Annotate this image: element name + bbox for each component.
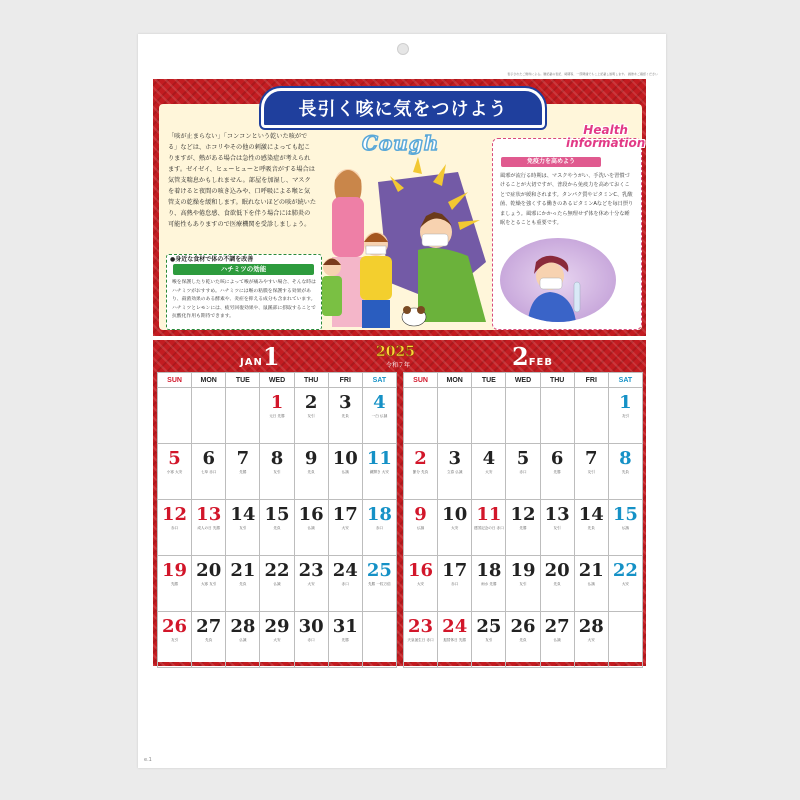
weekday-4: THU xyxy=(294,373,328,388)
day-note: 友引 xyxy=(621,414,630,418)
day-number: 25 xyxy=(366,560,392,581)
day-note: 元日 先勝 xyxy=(269,414,285,418)
day-number: 22 xyxy=(264,560,290,581)
jan-day-cell[interactable] xyxy=(260,556,294,612)
day-number: 21 xyxy=(578,560,604,581)
jan-day-cell xyxy=(362,612,396,668)
feb-week-row xyxy=(404,444,643,500)
day-note: 仏滅 xyxy=(273,582,281,586)
jan-day-cell[interactable] xyxy=(226,500,260,556)
jan-day-cell[interactable] xyxy=(328,444,362,500)
day-note: 赤口 xyxy=(375,526,384,530)
day-note: 節分 先負 xyxy=(412,470,429,474)
day-note: 友引 xyxy=(307,414,315,418)
february-heading xyxy=(512,342,553,371)
jan-day-cell[interactable] xyxy=(294,612,328,668)
day-note: 大安 xyxy=(307,582,315,586)
day-number: 22 xyxy=(612,560,638,581)
jan-day-cell[interactable] xyxy=(192,500,226,556)
feb-day-cell[interactable] xyxy=(438,500,472,556)
jan-day-cell[interactable] xyxy=(294,444,328,500)
day-note: 友引 xyxy=(519,582,527,586)
day-note: 大寒 友引 xyxy=(200,582,217,586)
day-number: 21 xyxy=(230,560,256,581)
jan-day-cell[interactable] xyxy=(294,556,328,612)
day-number: 20 xyxy=(196,560,222,581)
jan-day-cell[interactable] xyxy=(328,612,362,668)
day-note: 赤口 xyxy=(341,582,349,586)
day-number: 3 xyxy=(339,392,352,413)
jan-weekday-row xyxy=(158,373,397,388)
weekday-5: FRI xyxy=(328,373,362,388)
day-number: 26 xyxy=(162,616,188,637)
day-number: 20 xyxy=(544,560,570,581)
feb-day-cell[interactable] xyxy=(540,556,574,612)
day-note: 友引 xyxy=(170,638,179,642)
day-number: 16 xyxy=(298,504,324,525)
day-number: 6 xyxy=(202,448,215,469)
weekday-1: MON xyxy=(438,373,472,388)
day-note: 仏滅 xyxy=(553,638,561,642)
tips-heading: ●身近な食材で体の不調を改善 xyxy=(170,256,254,263)
day-number: 29 xyxy=(264,616,290,637)
feb-day-cell[interactable] xyxy=(574,556,608,612)
day-number: 10 xyxy=(332,448,358,469)
january-heading xyxy=(240,342,280,371)
jan-day-cell[interactable] xyxy=(226,556,260,612)
weekday-4: THU xyxy=(540,373,574,388)
day-note: 振替休日 先勝 xyxy=(443,638,467,642)
jan-day-cell[interactable] xyxy=(294,388,328,444)
day-note: 天皇誕生日 赤口 xyxy=(407,638,434,642)
day-number: 13 xyxy=(196,504,222,525)
day-note: 成人の日 先勝 xyxy=(197,526,221,530)
day-note: 赤口 xyxy=(170,526,179,530)
feb-day-cell xyxy=(608,612,642,668)
jan-day-cell xyxy=(158,388,192,444)
feb-day-cell[interactable] xyxy=(608,444,642,500)
day-number: 14 xyxy=(230,504,256,525)
day-note: 先勝 xyxy=(170,582,179,586)
jan-day-cell[interactable] xyxy=(158,556,192,612)
day-number: 23 xyxy=(408,616,434,637)
jan-day-cell[interactable] xyxy=(362,388,396,444)
day-number: 23 xyxy=(298,560,324,581)
day-number: 11 xyxy=(476,504,502,525)
jan-day-cell[interactable] xyxy=(362,500,396,556)
day-number: 19 xyxy=(510,560,536,581)
jan-day-cell[interactable] xyxy=(328,556,362,612)
february-table xyxy=(403,372,643,668)
february-name: FEB xyxy=(528,357,553,368)
feb-day-cell[interactable] xyxy=(574,612,608,668)
jan-day-cell[interactable] xyxy=(260,500,294,556)
health-title-line2: information xyxy=(566,136,646,150)
feb-day-cell xyxy=(574,388,608,444)
jan-week-row xyxy=(158,500,397,556)
day-number: 14 xyxy=(578,504,604,525)
feb-day-cell[interactable] xyxy=(608,500,642,556)
day-number: 4 xyxy=(482,448,496,469)
day-note: 先負 xyxy=(205,638,213,642)
day-number: 5 xyxy=(516,448,530,469)
feb-day-cell[interactable] xyxy=(540,612,574,668)
day-number: 2 xyxy=(304,392,318,413)
jan-day-cell[interactable] xyxy=(328,388,362,444)
weekday-5: FRI xyxy=(574,373,608,388)
jan-day-cell xyxy=(192,388,226,444)
feb-day-cell[interactable] xyxy=(438,556,472,612)
weekday-2: TUE xyxy=(226,373,260,388)
february-number: 2 xyxy=(512,342,529,371)
feb-day-cell[interactable] xyxy=(608,556,642,612)
jan-week-row xyxy=(158,556,397,612)
day-note: 先負 xyxy=(621,470,630,474)
weekday-6: SAT xyxy=(362,373,396,388)
day-note: 大安 xyxy=(416,582,425,586)
feb-weekday-row xyxy=(404,373,643,388)
day-number: 18 xyxy=(476,560,502,581)
day-note: 先勝 xyxy=(239,470,247,474)
feb-day-cell[interactable] xyxy=(472,612,506,668)
health-info-subtitle: 免疫力を高めよう xyxy=(501,157,601,167)
feb-day-cell[interactable] xyxy=(608,388,642,444)
jan-day-cell[interactable] xyxy=(260,612,294,668)
day-number: 2 xyxy=(414,448,427,469)
jan-day-cell[interactable] xyxy=(226,444,260,500)
day-number: 5 xyxy=(168,448,181,469)
day-number: 13 xyxy=(544,504,570,525)
day-number: 6 xyxy=(550,448,564,469)
day-note: 立春 仏滅 xyxy=(446,470,463,474)
day-note: 大安 xyxy=(451,526,459,530)
day-note: 赤口 xyxy=(451,582,459,586)
jan-day-cell[interactable] xyxy=(260,444,294,500)
day-number: 17 xyxy=(332,504,358,525)
day-number: 15 xyxy=(612,504,638,525)
feb-day-cell xyxy=(540,388,574,444)
jan-day-cell[interactable] xyxy=(362,444,396,500)
day-note: 大安 xyxy=(587,638,595,642)
january-name: JAN xyxy=(240,357,263,368)
weekday-3: WED xyxy=(260,373,294,388)
feb-day-cell xyxy=(506,388,540,444)
cough-label: Cough xyxy=(362,131,440,155)
day-number: 8 xyxy=(270,448,284,469)
day-note: 仏滅 xyxy=(587,582,595,586)
day-note: 雨水 先勝 xyxy=(481,582,497,586)
day-note: 友引 xyxy=(587,470,595,474)
january-table xyxy=(157,372,397,668)
jan-day-cell[interactable] xyxy=(294,500,328,556)
weekday-1: MON xyxy=(192,373,226,388)
day-note: 先負 xyxy=(307,470,315,474)
jan-day-cell[interactable] xyxy=(192,612,226,668)
day-number: 3 xyxy=(448,448,461,469)
jan-day-cell[interactable] xyxy=(226,612,260,668)
day-number: 9 xyxy=(414,504,427,525)
day-note: 赤口 xyxy=(307,638,315,642)
weekday-6: SAT xyxy=(608,373,642,388)
day-number: 17 xyxy=(442,560,468,581)
day-number: 27 xyxy=(544,616,570,637)
feb-week-row xyxy=(404,500,643,556)
day-note: 小寒 大安 xyxy=(166,470,183,474)
day-number: 1 xyxy=(619,392,632,413)
day-number: 4 xyxy=(373,392,386,413)
feb-day-cell[interactable] xyxy=(574,500,608,556)
day-note: 友引 xyxy=(273,470,281,474)
day-note: 先負 xyxy=(553,582,561,586)
jan-day-cell[interactable] xyxy=(328,500,362,556)
day-note: 友引 xyxy=(485,638,493,642)
day-note: 先負 xyxy=(273,526,281,530)
day-note: 先勝 xyxy=(553,470,561,474)
day-note: 仏滅 xyxy=(239,638,247,642)
feb-day-cell[interactable] xyxy=(404,444,438,500)
article-body: 「咳が止まらない」「コンコンという乾いた咳がでる」などは、ホコリやその他の刺激によっても起こりますが、熱がある場合は急性の感染症が考えられます。ゼイゼイ、ヒューヒューと呼吸音がする場合は気管支喘息かもしれません。部屋を加湿し、マスクを着けると夜間の咳き込みや、口呼吸による喉と気管支の乾燥を緩和します。眠れないほどの咳が続いたり、高熱や倦怠感、食欲低下を伴う場合には肺炎の可能性もありますので医療機関を受診しましょう。 xyxy=(168,133,317,228)
january-grid xyxy=(157,372,397,662)
day-number: 1 xyxy=(270,392,284,413)
day-note: 大安 xyxy=(273,638,281,642)
feb-day-cell[interactable] xyxy=(506,500,540,556)
day-number: 9 xyxy=(304,448,318,469)
day-number: 31 xyxy=(332,616,358,637)
day-note: 仏滅 xyxy=(416,526,425,530)
tips-text: 喉を保護したり乾いた咳によって喉が痛みやすい場合、そんな時はハチミツがおすすめ。ハチミツには喉の粘膜を保護する効果があり、殺菌効果のある酵素や、炎症を抑える成分も含まれています。ハチミツとレモンには、疲労回復効果や、鼠蹊部に摂取することで抗酸化作用も期待できます。 xyxy=(172,280,316,320)
feb-week-row xyxy=(404,556,643,612)
february-grid xyxy=(403,372,643,662)
health-title-line1: Health xyxy=(583,123,628,137)
day-note: 先負 xyxy=(519,638,527,642)
feb-day-cell xyxy=(472,388,506,444)
day-number: 8 xyxy=(619,448,632,469)
jan-day-cell[interactable] xyxy=(158,500,192,556)
day-number: 11 xyxy=(366,448,392,469)
feb-day-cell[interactable] xyxy=(506,556,540,612)
day-number: 28 xyxy=(230,616,256,637)
feb-day-cell xyxy=(438,388,472,444)
feb-day-cell xyxy=(404,388,438,444)
day-number: 27 xyxy=(196,616,222,637)
feb-day-cell[interactable] xyxy=(506,612,540,668)
jan-day-cell[interactable] xyxy=(158,444,192,500)
day-number: 18 xyxy=(366,504,392,525)
day-note: 先負 xyxy=(239,582,247,586)
day-note: 先負 xyxy=(587,526,595,530)
feb-day-cell[interactable] xyxy=(404,500,438,556)
day-note: 先勝 xyxy=(341,638,349,642)
health-info-text: 風邪が流行る時期は、マスクやうがい、手洗いを習慣づけることが大切ですが、普段から免疫力を高めておくことで症状が緩和されます。タンパク質やビタミンC、乳酸菌、乾燥を強くする働きのあるビタミンAなどを毎日摂りましょう。風邪にかかったら無理せず体を休め十分な睡眠をとることも重要です。 xyxy=(500,173,634,227)
feb-day-cell[interactable] xyxy=(472,556,506,612)
day-number: 7 xyxy=(585,448,598,469)
jan-week-row xyxy=(158,388,397,444)
feb-day-cell[interactable] xyxy=(438,444,472,500)
jan-day-cell[interactable] xyxy=(192,556,226,612)
woman-with-mask-illustration xyxy=(500,238,616,322)
day-note: 一白 仏滅 xyxy=(371,414,388,418)
weekday-0: SUN xyxy=(158,373,192,388)
day-number: 12 xyxy=(510,504,536,525)
january-number: 1 xyxy=(262,342,280,371)
day-note: 大安 xyxy=(341,526,349,530)
day-number: 28 xyxy=(578,616,604,637)
feb-day-cell[interactable] xyxy=(540,500,574,556)
weekday-2: TUE xyxy=(472,373,506,388)
feb-week-row xyxy=(404,388,643,444)
day-note: 仏滅 xyxy=(341,470,349,474)
family-coughing-illustration xyxy=(318,152,488,330)
health-info-title xyxy=(566,124,645,150)
year-label: 2025 xyxy=(376,344,415,360)
day-note: 大安 xyxy=(485,470,493,474)
day-number: 24 xyxy=(332,560,358,581)
day-note: 友引 xyxy=(239,526,247,530)
day-note: 大安 xyxy=(621,582,630,586)
day-note: 仏滅 xyxy=(307,526,315,530)
day-number: 12 xyxy=(162,504,188,525)
day-note: 赤口 xyxy=(519,470,527,474)
feb-day-cell[interactable] xyxy=(404,556,438,612)
fine-print: 表示されたご無料による。暦記載の表記、時期等、一部関連でもこ上記載し説明します。 画像をご確認ください xyxy=(507,72,658,76)
day-note: 仏滅 xyxy=(621,526,630,530)
jan-day-cell[interactable] xyxy=(158,612,192,668)
day-note: 先負 xyxy=(341,414,349,418)
feb-day-cell[interactable] xyxy=(506,444,540,500)
day-number: 16 xyxy=(408,560,434,581)
day-number: 7 xyxy=(236,448,250,469)
day-note: 先勝 xyxy=(519,526,527,530)
jan-day-cell[interactable] xyxy=(362,556,396,612)
page-code: e.1 xyxy=(144,757,152,763)
feb-day-cell[interactable] xyxy=(472,444,506,500)
jan-day-cell[interactable] xyxy=(260,388,294,444)
feb-week-row xyxy=(404,612,643,668)
feb-day-cell[interactable] xyxy=(574,444,608,500)
day-number: 19 xyxy=(162,560,188,581)
day-note: 先勝 一粒万倍 xyxy=(368,582,391,586)
day-number: 10 xyxy=(442,504,468,525)
day-note: 建国記念の日 赤口 xyxy=(473,526,504,530)
feb-day-cell[interactable] xyxy=(438,612,472,668)
feb-day-cell[interactable] xyxy=(540,444,574,500)
day-number: 26 xyxy=(510,616,536,637)
hanging-hole xyxy=(397,43,409,55)
day-note: 友引 xyxy=(553,526,561,530)
tips-title: ハチミツの効能 xyxy=(173,264,314,275)
weekday-3: WED xyxy=(506,373,540,388)
day-note: 鏡開き 大安 xyxy=(369,470,389,474)
era-label: 令和７年 xyxy=(386,362,411,369)
jan-day-cell[interactable] xyxy=(192,444,226,500)
jan-day-cell xyxy=(226,388,260,444)
jan-week-row xyxy=(158,444,397,500)
day-number: 24 xyxy=(442,616,468,637)
day-note: 七草 赤口 xyxy=(200,470,217,474)
day-number: 30 xyxy=(298,616,324,637)
page-title: 長引く咳に気をつけよう xyxy=(261,88,545,128)
feb-day-cell[interactable] xyxy=(472,500,506,556)
weekday-0: SUN xyxy=(404,373,438,388)
day-number: 15 xyxy=(264,504,290,525)
feb-day-cell[interactable] xyxy=(404,612,438,668)
day-number: 25 xyxy=(476,616,502,637)
jan-week-row xyxy=(158,612,397,668)
